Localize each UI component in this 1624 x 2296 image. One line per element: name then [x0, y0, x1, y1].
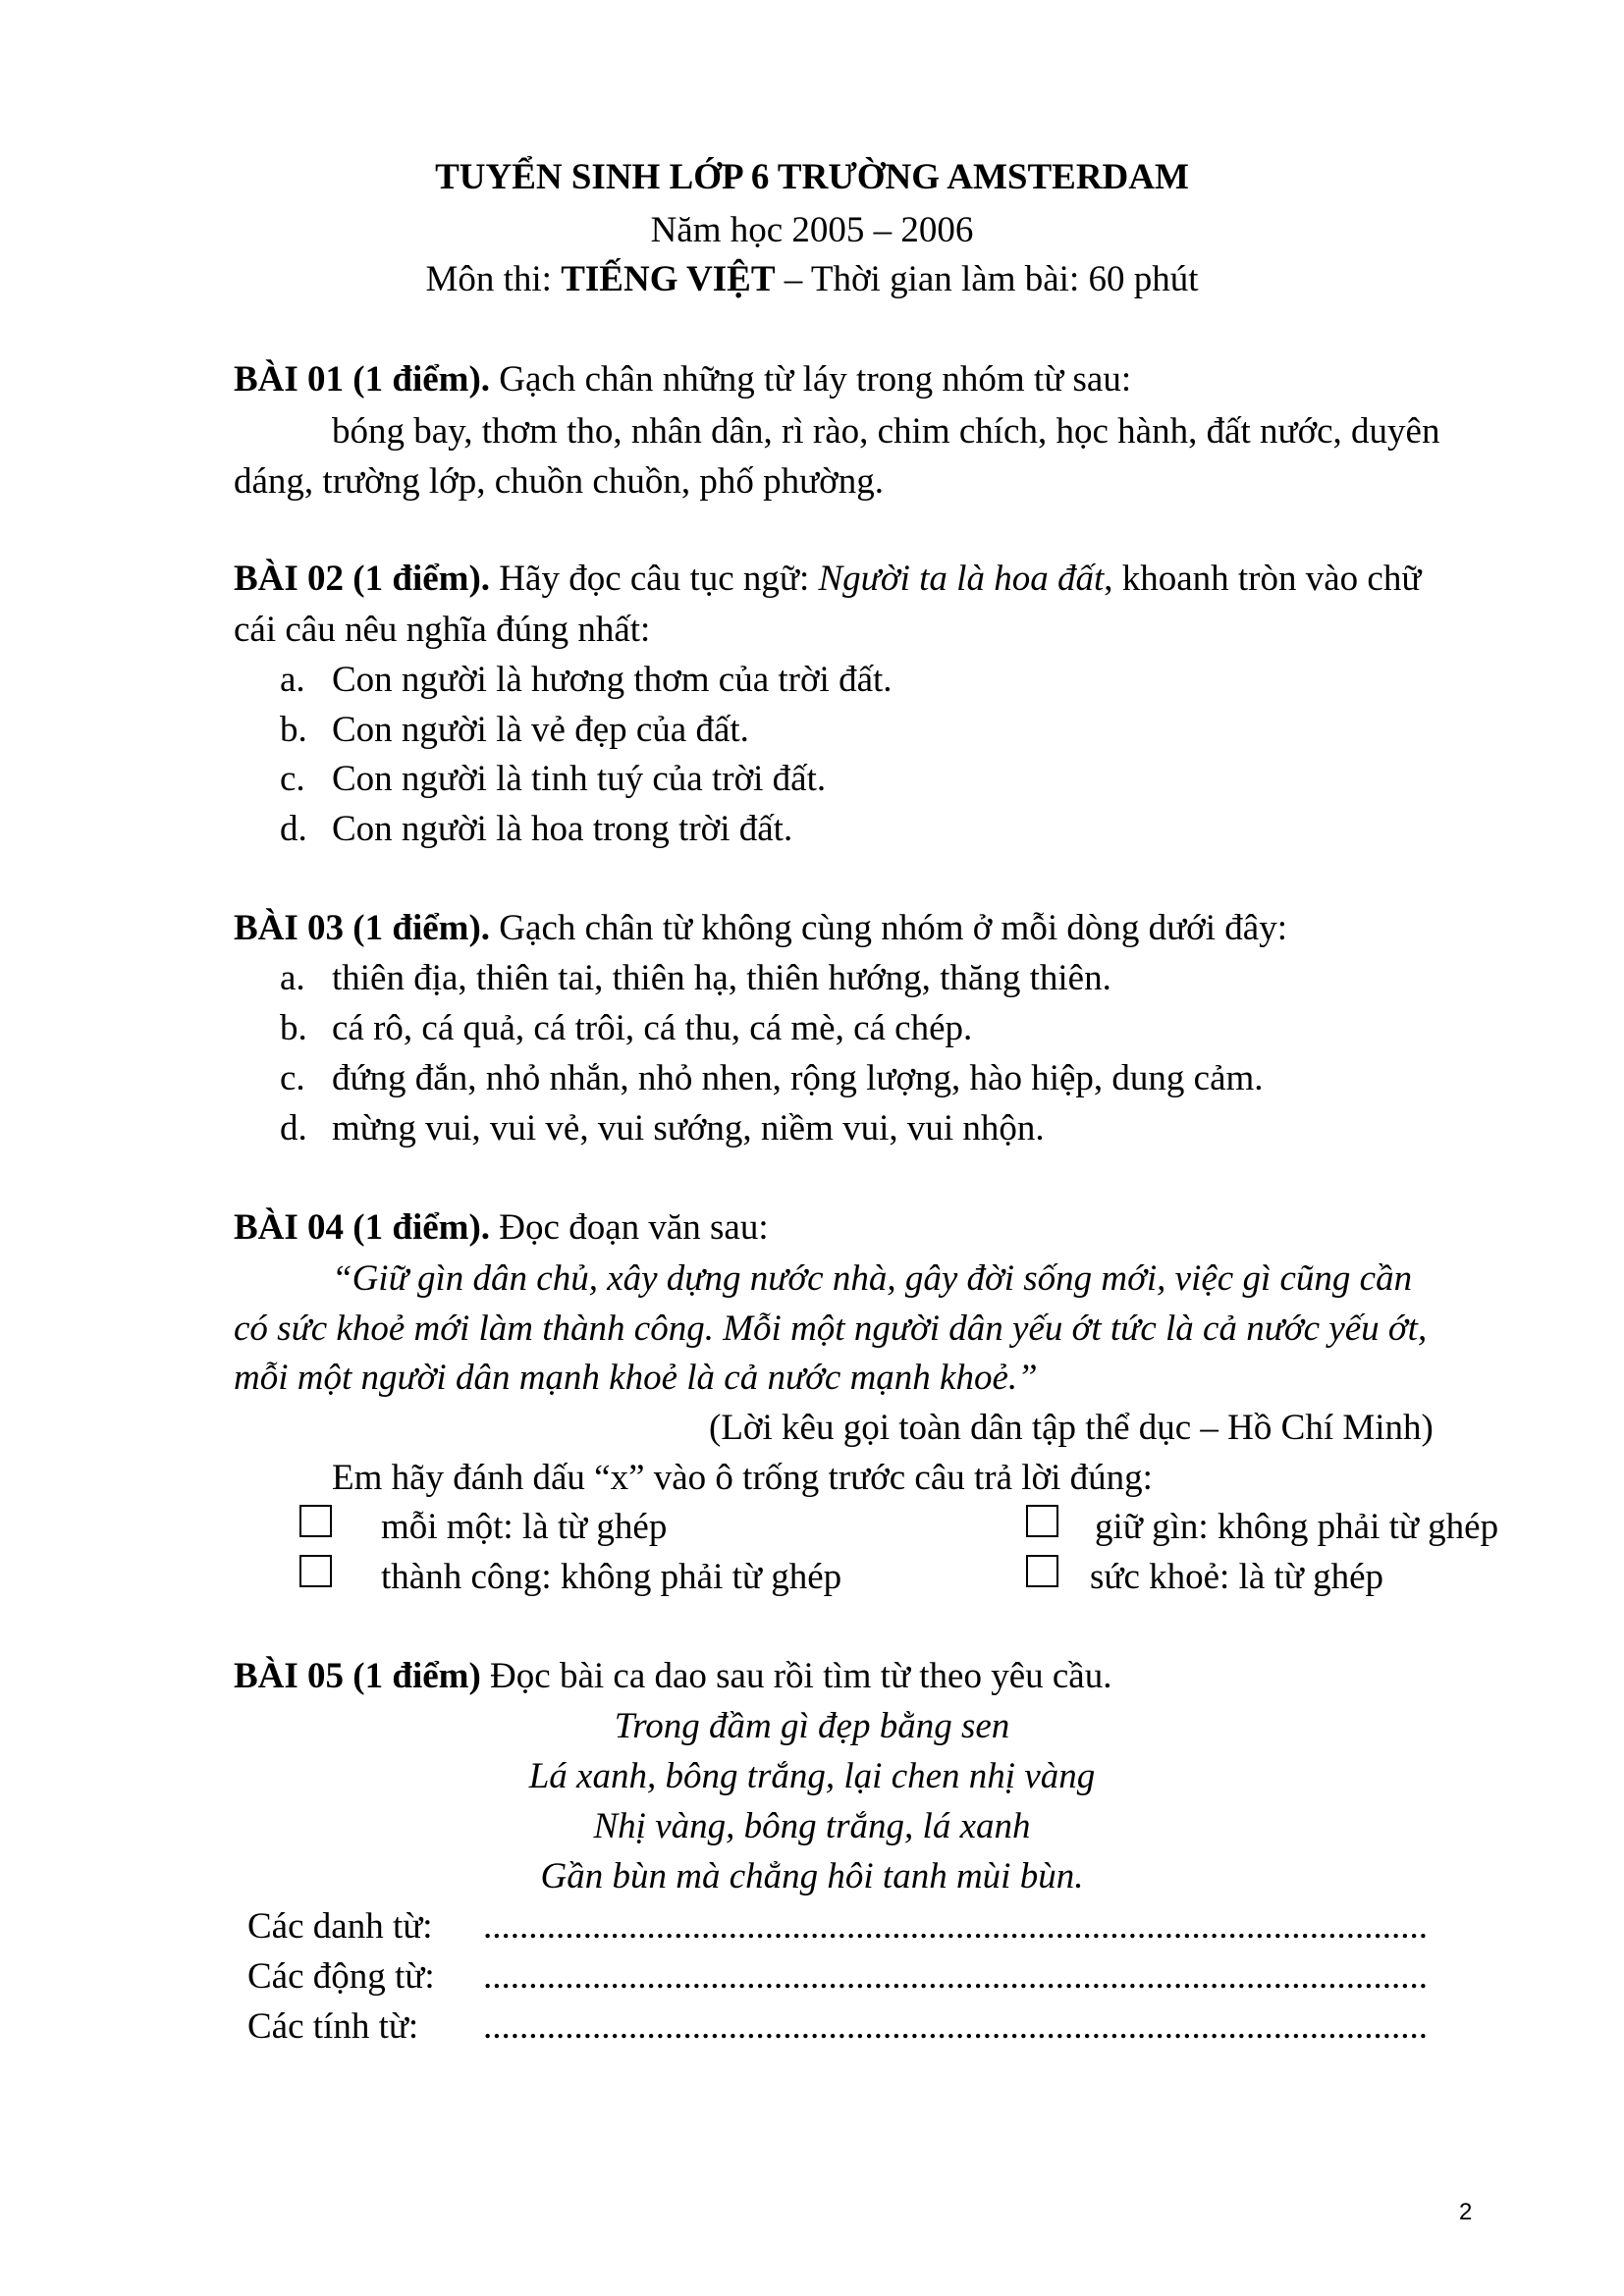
option-letter: d. — [280, 809, 307, 849]
option-text: thiên địa, thiên tai, thiên hạ, thiên hướng, thăng thiên. — [332, 958, 1111, 998]
poem-line: Trong đầm gì đẹp bằng sen — [614, 1706, 1010, 1746]
bai04-quote-line3: mỗi một người dân mạnh khoẻ là cả nước mạnh khoẻ.” — [234, 1358, 1038, 1398]
field-label: Các động từ: — [247, 1956, 435, 1997]
subject-name: TIẾNG VIỆT — [561, 259, 776, 299]
option-text: Con người là hương thơm của trời đất. — [332, 660, 893, 700]
option-text: Con người là hoa trong trời đất. — [332, 809, 793, 849]
choice-label: thành công: không phải từ ghép — [381, 1557, 842, 1597]
bai05-label: BÀI 05 (1 điểm) — [234, 1656, 481, 1696]
option-letter: b. — [280, 1008, 307, 1048]
bai04-label: BÀI 04 (1 điểm). — [234, 1207, 491, 1248]
bai03-label: BÀI 03 (1 điểm). — [234, 908, 491, 948]
bai01-words-line2: dáng, trường lớp, chuồn chuồn, phố phường. — [234, 461, 884, 502]
bai05-heading — [234, 1658, 1111, 1694]
bai02-prompt1: Hãy đọc câu tục ngữ: — [490, 559, 819, 599]
option-text: mừng vui, vui vẻ, vui sướng, niềm vui, vui nhộn. — [332, 1108, 1045, 1148]
poem-line: Lá xanh, bông trắng, lại chen nhị vàng — [528, 1756, 1096, 1796]
bai02-prompt-cont: cái câu nêu nghĩa đúng nhất: — [234, 610, 651, 650]
option-letter: d. — [280, 1108, 307, 1148]
answer-checkbox[interactable] — [1026, 1555, 1058, 1587]
option-letter: c. — [280, 1058, 305, 1098]
option-letter: a. — [280, 958, 305, 998]
answer-checkbox[interactable] — [1026, 1505, 1058, 1537]
answer-checkbox[interactable] — [299, 1505, 332, 1537]
field-label: Các tính từ: — [247, 2006, 419, 2047]
bai02-heading — [234, 561, 1421, 597]
bai01-prompt: Gạch chân những từ láy trong nhóm từ sau: — [490, 359, 1132, 400]
answer-dotted-line[interactable]: ........................................................................................................ — [483, 1906, 1428, 1947]
bai01-label: BÀI 01 (1 điểm). — [234, 359, 491, 400]
bai02-proverb: Người ta là hoa đất — [818, 559, 1105, 599]
bai01-heading — [234, 361, 1131, 398]
bai05-prompt: Đọc bài ca dao sau rồi tìm từ theo yêu cầu. — [480, 1656, 1112, 1696]
subject-suffix: – Thời gian làm bài: 60 phút — [775, 259, 1199, 299]
bai04-quote-line2: có sức khoẻ mới làm thành công. Mỗi một người dân yếu ớt tức là cả nước yếu ớt, — [234, 1308, 1428, 1349]
bai04-heading — [234, 1209, 769, 1246]
option-letter: c. — [280, 759, 305, 799]
subject-prefix: Môn thi: — [425, 259, 562, 299]
bai04-prompt: Đọc đoạn văn sau: — [490, 1207, 769, 1248]
bai01-words-line1: bóng bay, thơm tho, nhân dân, rì rào, chim chích, học hành, đất nước, duyên — [332, 411, 1440, 452]
bai04-instruction: Em hãy đánh dấu “x” vào ô trống trước câu trả lời đúng: — [332, 1458, 1153, 1498]
answer-checkbox[interactable] — [299, 1555, 332, 1587]
option-letter: b. — [280, 710, 307, 750]
exam-subject-line — [0, 261, 1624, 297]
school-year: Năm học 2005 – 2006 — [650, 210, 974, 250]
option-text: cá rô, cá quả, cá trôi, cá thu, cá mè, cá chép. — [332, 1008, 973, 1048]
field-label: Các danh từ: — [247, 1906, 433, 1947]
option-text: Con người là tinh tuý của trời đất. — [332, 759, 827, 799]
exam-title: TUYỂN SINH LỚP 6 TRƯỜNG AMSTERDAM — [435, 157, 1189, 197]
option-text: Con người là vẻ đẹp của đất. — [332, 710, 749, 750]
bai03-prompt: Gạch chân từ không cùng nhóm ở mỗi dòng dưới đây: — [490, 908, 1287, 948]
choice-label: sức khoẻ: là từ ghép — [1090, 1557, 1384, 1597]
poem-line: Gần bùn mà chẳng hôi tanh mùi bùn. — [540, 1856, 1084, 1896]
bai02-label: BÀI 02 (1 điểm). — [234, 559, 491, 599]
page-number: 2 — [1459, 2199, 1473, 2225]
poem-line: Nhị vàng, bông trắng, lá xanh — [593, 1806, 1031, 1846]
option-text: đứng đắn, nhỏ nhắn, nhỏ nhen, rộng lượng, hào hiệp, dung cảm. — [332, 1058, 1264, 1098]
bai04-quote-line1: “Giữ gìn dân chủ, xây dựng nước nhà, gây đời sống mới, việc gì cũng cần — [332, 1258, 1413, 1299]
bai03-heading — [234, 910, 1287, 946]
bai02-prompt2: , khoanh tròn vào chữ — [1104, 559, 1422, 599]
bai04-source: (Lời kêu gọi toàn dân tập thể dục – Hồ Chí Minh) — [709, 1408, 1434, 1448]
answer-dotted-line[interactable]: ........................................................................................................ — [483, 1956, 1428, 1997]
choice-label: giữ gìn: không phải từ ghép — [1095, 1507, 1499, 1547]
option-letter: a. — [280, 660, 305, 700]
choice-label: mỗi một: là từ ghép — [381, 1507, 668, 1547]
answer-dotted-line[interactable]: ........................................................................................................ — [483, 2006, 1428, 2047]
